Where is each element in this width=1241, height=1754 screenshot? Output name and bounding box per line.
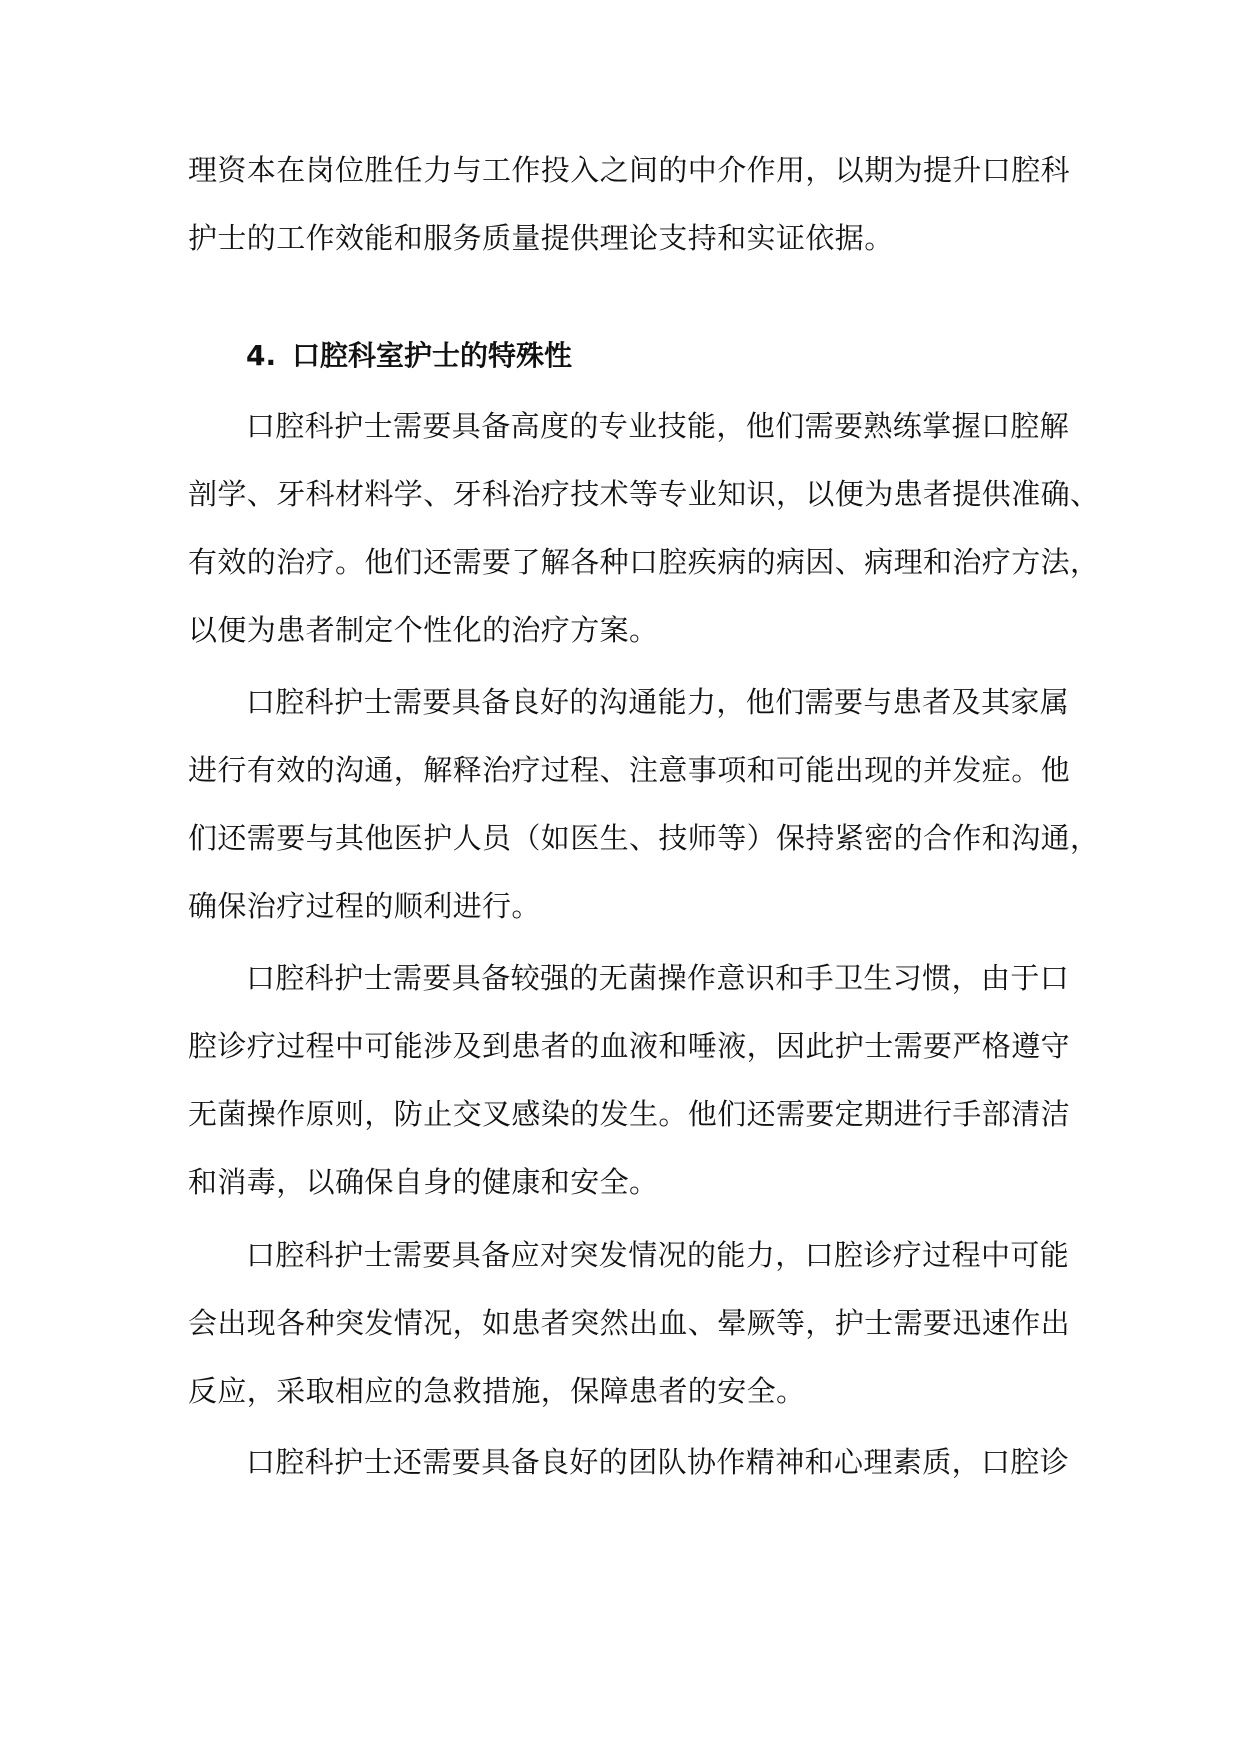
paragraph-line: 确保治疗过程的顺利进行。 [188,889,541,923]
section-heading [246,334,572,378]
paragraph-line: 口腔科护士需要具备应对突发情况的能力，口腔诊疗过程中可能 [246,1238,1070,1272]
paragraph-line: 会出现各种突发情况，如患者突然出血、晕厥等，护士需要迅速作出 [188,1306,1071,1340]
paragraph-line: 有效的治疗。他们还需要了解各种口腔疾病的病因、病理和治疗方法， [188,545,1100,579]
paragraph-line: 们还需要与其他医护人员（如医生、技师等）保持紧密的合作和沟通， [188,821,1100,855]
paragraph-line: 理资本在岗位胜任力与工作投入之间的中介作用，以期为提升口腔科 [188,153,1071,187]
section-title: 口腔科室护士的特殊性 [292,339,573,372]
paragraph-line: 口腔科护士需要具备良好的沟通能力，他们需要与患者及其家属 [246,685,1070,719]
paragraph-line: 口腔科护士还需要具备良好的团队协作精神和心理素质，口腔诊 [246,1445,1070,1479]
paragraph-line: 以便为患者制定个性化的治疗方案。 [188,613,659,647]
paragraph-line: 口腔科护士需要具备较强的无菌操作意识和手卫生习惯，由于口 [246,961,1070,995]
section-number: 4. [246,339,277,372]
paragraph-line: 进行有效的沟通，解释治疗过程、注意事项和可能出现的并发症。他 [188,753,1071,787]
paragraph-line: 和消毒，以确保自身的健康和安全。 [188,1165,659,1199]
paragraph-line: 剖学、牙科材料学、牙科治疗技术等专业知识，以便为患者提供准确、 [188,477,1100,511]
paragraph-line: 护士的工作效能和服务质量提供理论支持和实证依据。 [188,221,894,255]
paragraph-line: 腔诊疗过程中可能涉及到患者的血液和唾液，因此护士需要严格遵守 [188,1029,1071,1063]
paragraph-line: 反应，采取相应的急救措施，保障患者的安全。 [188,1374,806,1408]
paragraph-line: 无菌操作原则，防止交叉感染的发生。他们还需要定期进行手部清洁 [188,1097,1071,1131]
paragraph-line: 口腔科护士需要具备高度的专业技能，他们需要熟练掌握口腔解 [246,409,1070,443]
